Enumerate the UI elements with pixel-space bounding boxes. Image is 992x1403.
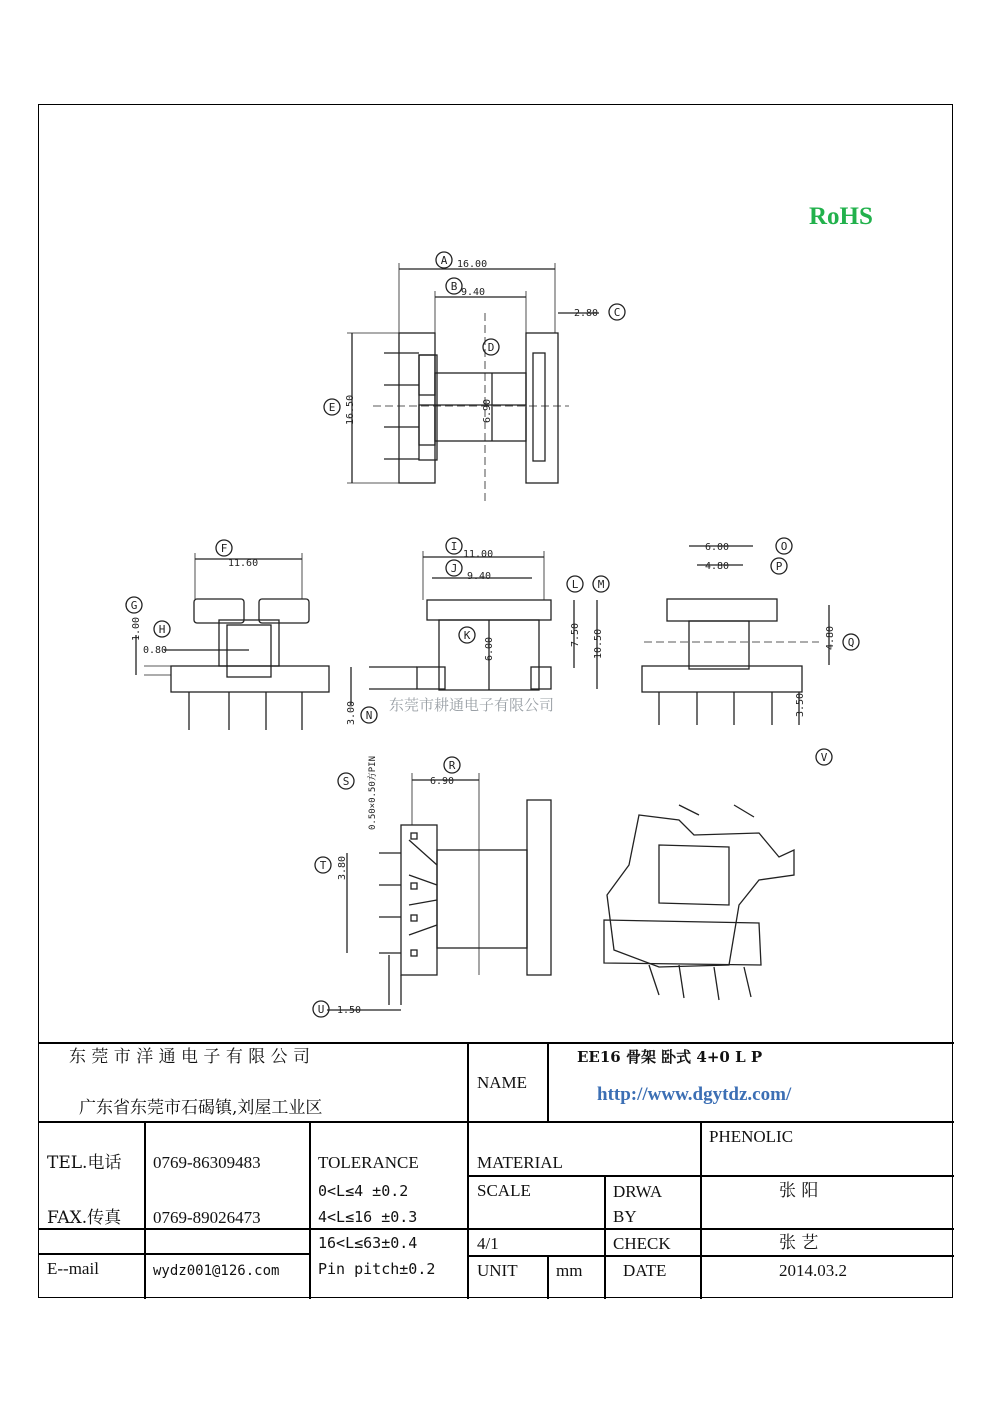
company-address: 广东省东莞市石碣镇,刘屋工业区 <box>79 1098 323 1118</box>
dim-v-value: 3.50 <box>795 692 806 717</box>
part-name: EE16 骨架 卧式 4+0 L P <box>577 1048 763 1066</box>
dim-k-value: 6.00 <box>484 636 495 661</box>
tel-label: TEL.电话 <box>47 1153 122 1173</box>
label-letter-c: C <box>613 306 621 319</box>
isometric-view <box>604 805 794 1000</box>
dim-s-value: 0.50×0.50方PIN <box>368 755 378 830</box>
label-letter-r: R <box>448 759 456 772</box>
rohs-mark: RoHS <box>809 203 873 230</box>
label-letter-a: A <box>440 254 448 267</box>
dim-a-value: 16.00 <box>457 259 488 270</box>
label-letter-t: T <box>319 859 327 872</box>
dim-u-value: 1.50 <box>337 1005 362 1016</box>
dim-d-value: 6.90 <box>482 398 493 423</box>
dim-n-value: 3.00 <box>346 700 357 725</box>
label-letter-p: P <box>775 560 783 573</box>
unit-value: mm <box>556 1261 583 1280</box>
bobbin-drawing <box>39 105 954 1042</box>
label-letter-v: V <box>820 751 828 764</box>
dim-f-value: 11.60 <box>228 558 259 569</box>
label-letter-n: N <box>365 709 373 722</box>
label-letter-m: M <box>597 578 605 591</box>
date-label: DATE <box>623 1261 667 1280</box>
dim-p-value: 4.80 <box>705 561 730 572</box>
dim-m-value: 10.50 <box>593 628 604 659</box>
label-letter-l: L <box>571 578 579 591</box>
dim-o-value: 6.00 <box>705 542 730 553</box>
company-name: 东 莞 市 洋 通 电 子 有 限 公 司 <box>69 1047 311 1067</box>
label-letter-e: E <box>328 401 336 414</box>
dim-i-value: 11.00 <box>463 549 494 560</box>
technical-drawing-area <box>39 105 954 1042</box>
unit-label: UNIT <box>477 1261 518 1280</box>
label-letter-g: G <box>130 599 138 612</box>
bottom-view <box>327 756 551 1016</box>
fax-value: 0769-89026473 <box>153 1208 261 1227</box>
check-label: CHECK <box>613 1234 671 1253</box>
tel-value: 0769-86309483 <box>153 1153 261 1172</box>
dim-e-value: 16.50 <box>345 394 356 425</box>
tolerance-line-3: 16<L≤63±0.4 <box>318 1234 418 1252</box>
dim-b-value: 9.40 <box>461 287 486 298</box>
top-view <box>345 259 599 503</box>
tolerance-line-2: 4<L≤16 ±0.3 <box>318 1208 418 1226</box>
material-label: MATERIAL <box>477 1153 563 1172</box>
email-value[interactable]: wydz001@126.com <box>153 1263 280 1279</box>
dim-q-value: 4.80 <box>825 625 836 650</box>
drawn-by: 张 阳 <box>779 1181 819 1201</box>
dim-c-value: 2.80 <box>574 308 599 319</box>
date-value: 2014.03.2 <box>779 1261 847 1280</box>
fax-label: FAX.传真 <box>47 1208 122 1228</box>
tolerance-line-1: 0<L≤4 ±0.2 <box>318 1182 409 1200</box>
label-letter-s: S <box>342 775 350 788</box>
email-label: E--mail <box>47 1259 99 1278</box>
checked-by: 张 艺 <box>779 1233 819 1253</box>
material-value: PHENOLIC <box>709 1127 794 1146</box>
scale-value: 4/1 <box>477 1234 499 1253</box>
label-letter-j: J <box>450 562 458 575</box>
dim-g-value: 1.00 <box>131 616 142 641</box>
tolerance-label: TOLERANCE <box>318 1153 419 1172</box>
drawing-sheet <box>38 104 953 1298</box>
watermark-text: 东莞市耕通电子有限公司 <box>389 696 555 714</box>
dim-j-value: 9.40 <box>467 571 492 582</box>
label-letter-b: B <box>450 280 458 293</box>
dim-r-value: 6.90 <box>430 776 455 787</box>
label-letter-k: K <box>463 629 471 642</box>
label-letter-q: Q <box>847 636 855 649</box>
tolerance-line-4: Pin pitch±0.2 <box>318 1260 436 1278</box>
name-label: NAME <box>477 1073 528 1092</box>
scale-label: SCALE <box>477 1181 531 1200</box>
label-letter-u: U <box>317 1003 325 1016</box>
drwa-label: DRWA <box>613 1182 663 1201</box>
website-link[interactable]: http://www.dgytdz.com/ <box>597 1084 792 1105</box>
side-view-right <box>642 542 836 725</box>
side-view-left <box>131 553 329 730</box>
by-label: BY <box>613 1207 637 1226</box>
label-letter-f: F <box>220 542 228 555</box>
label-letter-d: D <box>487 341 495 354</box>
dim-t-value: 3.80 <box>337 855 348 880</box>
title-block <box>39 1042 954 1299</box>
dim-l-value: 7.50 <box>570 622 581 647</box>
dim-h-value: 0.80 <box>143 645 168 656</box>
label-letter-o: O <box>780 540 788 553</box>
label-letter-h: H <box>158 623 166 636</box>
label-letter-i: I <box>450 540 458 553</box>
